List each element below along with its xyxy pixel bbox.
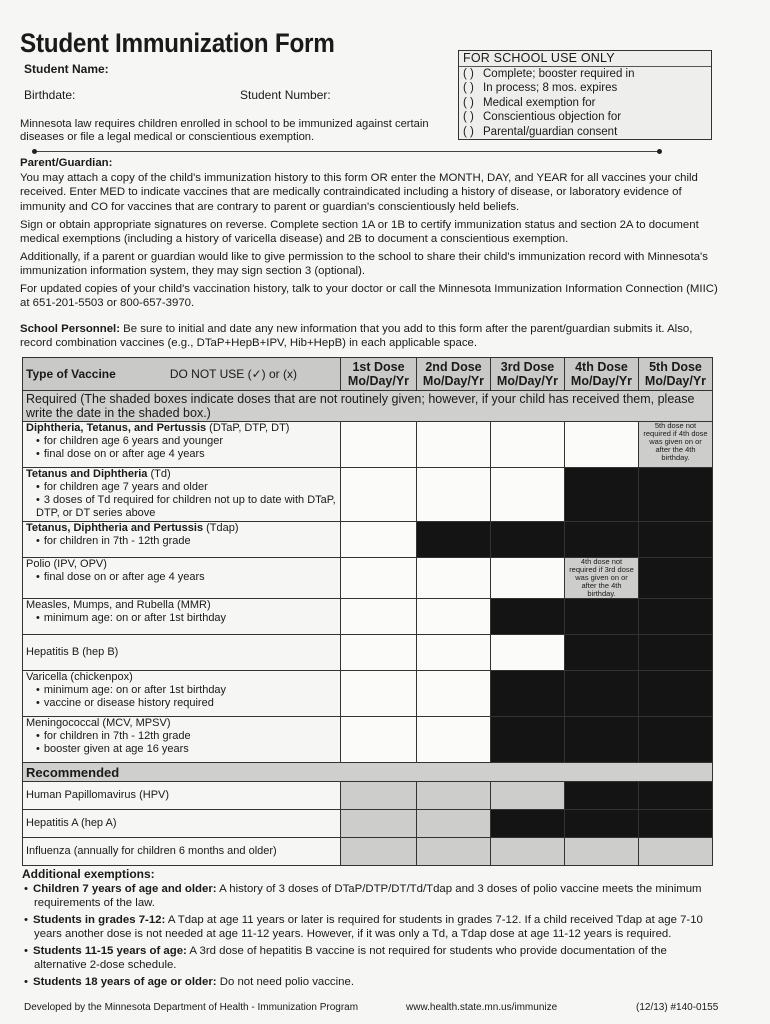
vaccine-hepb: Hepatitis B (hep B) [23,635,341,671]
table-row [23,599,713,635]
flu-dose-3-cell[interactable] [491,838,565,866]
table-row [23,717,713,763]
td-dose-4-cell [565,468,639,522]
td-dose-3-cell[interactable] [491,468,565,522]
exemption-item: • Students 18 years of age or older: Do not need polio vaccine. [34,975,722,990]
table-row [23,422,713,468]
vaccine-dtap: Diphtheria, Tetanus, and Pertussis (DTaP, DTP, DT) • for children age 6 years and younger • final dose on or after age 4 years [23,422,341,468]
mmr-dose-4-cell [565,599,639,635]
table-row [23,522,713,558]
parent-paragraph-3: Additionally, if a parent or guardian would like to give permission to the school to share their child's immunization record with Minnesota's immunization information system, they may sign section 3 (optional). [20,251,708,278]
flu-dose-1-cell[interactable] [341,838,417,866]
mmr-dose-3-cell [491,599,565,635]
vaccine-td: Tetanus and Diphtheria (Td) • for children age 7 years and older • 3 doses of Td required for children not up to date with DTaP, DTP, or DT series above [23,468,341,522]
mmr-dose-1-cell[interactable] [341,599,417,635]
table-row [23,671,713,717]
additional-heading: Additional exemptions: [22,867,155,881]
hepb-dose-4-cell [565,635,639,671]
parent-paragraph-2: Sign or obtain appropriate signatures on reverse. Complete section 1A or 1B to certify immunization status and section 2A to document medical exemptions (including a history of varicella disease) and 2B to document a conscientious exemption. [20,219,699,246]
vaccine-type-header: Type of Vaccine DO NOT USE (✓) or (x) [23,358,341,391]
varicella-dose-2-cell[interactable] [417,671,491,717]
parent-paragraph-4: For updated copies of your child's vaccination history, talk to your doctor or call the Minnesota Immunization Information Connection (MIIC) at 651-201-5503 or 800-657-3970. [20,283,718,310]
tdap-dose-4-cell [565,522,639,558]
tdap-dose-3-cell [491,522,565,558]
additional-exemptions [22,867,722,991]
mmr-dose-5-cell [639,599,713,635]
varicella-dose-3-cell [491,671,565,717]
table-row [23,782,713,810]
vaccine-hepa: Hepatitis A (hep A) [23,810,341,838]
school-box-header: FOR SCHOOL USE ONLY [459,51,711,67]
flu-dose-4-cell[interactable] [565,838,639,866]
vaccine-table [22,357,713,866]
exemption-item: • Students 11-15 years of age: A 3rd dose of hepatitis B vaccine is not required for students who provide documentation of the alternative 2-dose schedule. [34,944,722,973]
school-personnel-text: Be sure to initial and date any new information that you add to this form after the parent/guardian submits it. Also, record combination vaccines (e.g., DTaP+HepB+IPV, Hib+HepB) in each applicable space. [20,323,693,350]
mening-dose-3-cell [491,717,565,763]
law-statement: Minnesota law requires children enrolled in school to be immunized against certain diseases or file a legal medical or conscientious exemption. [20,118,429,143]
td-dose-1-cell[interactable] [341,468,417,522]
dtap-dose-2-cell[interactable] [417,422,491,468]
hepa-dose-1-cell[interactable] [341,810,417,838]
required-band: Required (The shaded boxes indicate doses that are not routinely given; however, if your child has received them, please write the date in the shaded box.) [23,391,713,422]
dose-1-header: 1st Dose Mo/Day/Yr [341,358,417,391]
vaccine-mmr: Measles, Mumps, and Rubella (MMR) • minimum age: on or after 1st birthday [23,599,341,635]
vaccine-meningococcal: Meningococcal (MCV, MPSV) • for children in 7th - 12th grade • booster given at age 16 years [23,717,341,763]
mening-dose-5-cell [639,717,713,763]
dtap-dose-3-cell[interactable] [491,422,565,468]
hepa-dose-2-cell[interactable] [417,810,491,838]
exemption-item: • Children 7 years of age and older: A history of 3 doses of DTaP/DTP/DT/Td/Tdap and 3 doses of polio vaccine meets the minimum requirements of the law. [34,882,722,911]
hpv-dose-2-cell[interactable] [417,782,491,810]
vaccine-varicella: Varicella (chickenpox) • minimum age: on or after 1st birthday • vaccine or disease history required [23,671,341,717]
birthdate-label: Birthdate: [24,88,76,102]
td-dose-2-cell[interactable] [417,468,491,522]
flu-dose-5-cell[interactable] [639,838,713,866]
hepa-dose-5-cell [639,810,713,838]
hepb-dose-1-cell[interactable] [341,635,417,671]
hpv-dose-4-cell [565,782,639,810]
table-row [23,838,713,866]
polio-dose-1-cell[interactable] [341,558,417,599]
hepa-dose-3-cell [491,810,565,838]
school-personnel-heading: School Personnel: [20,323,121,335]
mening-dose-2-cell[interactable] [417,717,491,763]
hepb-dose-2-cell[interactable] [417,635,491,671]
dtap-dose-1-cell[interactable] [341,422,417,468]
school-option-in-process[interactable]: ( ) In process; 8 mos. expires [463,82,618,94]
table-row [23,635,713,671]
vaccine-influenza: Influenza (annually for children 6 months and older) [23,838,341,866]
school-option-medical[interactable]: ( ) Medical exemption for [463,96,596,109]
dtap-dose-4-cell[interactable] [565,422,639,468]
tdap-dose-5-cell [639,522,713,558]
varicella-dose-4-cell [565,671,639,717]
polio-dose-2-cell[interactable] [417,558,491,599]
tdap-dose-2-cell [417,522,491,558]
dose-2-header: 2nd Dose Mo/Day/Yr [417,358,491,391]
table-row [23,558,713,599]
mening-dose-4-cell [565,717,639,763]
tdap-dose-1-cell[interactable] [341,522,417,558]
do-not-use-note: DO NOT USE (✓) or (x) [169,367,297,381]
school-option-parental[interactable]: ( ) Parental/guardian consent [463,125,618,138]
vaccine-hpv: Human Papillomavirus (HPV) [23,782,341,810]
dtap-dose-5-cell[interactable]: 5th dose not required if 4th dose was given on or after the 4th birthday. [639,422,713,468]
section-divider [34,151,660,152]
td-dose-5-cell [639,468,713,522]
form-title: Student Immunization Form [20,28,335,58]
dose-4-header: 4th Dose Mo/Day/Yr [565,358,639,391]
mening-dose-1-cell[interactable] [341,717,417,763]
varicella-dose-5-cell [639,671,713,717]
polio-dose-5-cell [639,558,713,599]
parent-paragraph-1: You may attach a copy of the child's immunization history to this form OR enter the MONTH, DAY, and YEAR for all vaccines your child received. Enter MED to indicate vaccines that are medically contraindicated including a history of disease, or laboratory evidence of immunity and CO for vaccines that are contrary to parent or guardian's conscientiously held beliefs. [20,172,698,213]
school-option-conscientious[interactable]: ( ) Conscientious objection for [463,111,622,123]
table-row [23,468,713,522]
hepb-dose-3-cell[interactable] [491,635,565,671]
dose-3-header: 3rd Dose Mo/Day/Yr [491,358,565,391]
hepa-dose-4-cell [565,810,639,838]
vaccine-polio: Polio (IPV, OPV) • final dose on or after age 4 years [23,558,341,599]
student-name-label: Student Name: [24,62,109,76]
school-option-complete[interactable]: ( ) Complete; booster required in [463,67,635,80]
parent-heading: Parent/Guardian: [20,157,113,169]
polio-dose-4-cell[interactable]: 4th dose not required if 3rd dose was given on or after the 4th birthday. [565,558,639,599]
hpv-dose-5-cell [639,782,713,810]
student-number-label: Student Number: [240,88,331,102]
polio-dose-3-cell[interactable] [491,558,565,599]
table-row [23,810,713,838]
mmr-dose-2-cell[interactable] [417,599,491,635]
varicella-dose-1-cell[interactable] [341,671,417,717]
dose-5-header: 5th Dose Mo/Day/Yr [639,358,713,391]
hpv-dose-3-cell[interactable] [491,782,565,810]
vaccine-tdap: Tetanus, Diphtheria and Pertussis (Tdap) • for children in 7th - 12th grade [23,522,341,558]
flu-dose-2-cell[interactable] [417,838,491,866]
footer-form-number: (12/13) #140-0155 [636,1002,719,1013]
hepb-dose-5-cell [639,635,713,671]
recommended-band: Recommended [23,763,713,782]
exemption-item: • Students in grades 7-12: A Tdap at age 11 years or later is required for students in grades 7-12. If a child received Tdap at age 7-10 years another dose is not needed at age 11-12 years. However, if it was only a Td, a Tdap dose at age 11-12 years is required. [34,913,722,942]
school-use-only-box [458,50,712,140]
footer-developer: Developed by the Minnesota Department of Health - Immunization Program [24,1002,359,1013]
footer-website: www.health.state.mn.us/immunize [406,1002,558,1013]
hpv-dose-1-cell[interactable] [341,782,417,810]
school-personnel-note [20,322,720,351]
